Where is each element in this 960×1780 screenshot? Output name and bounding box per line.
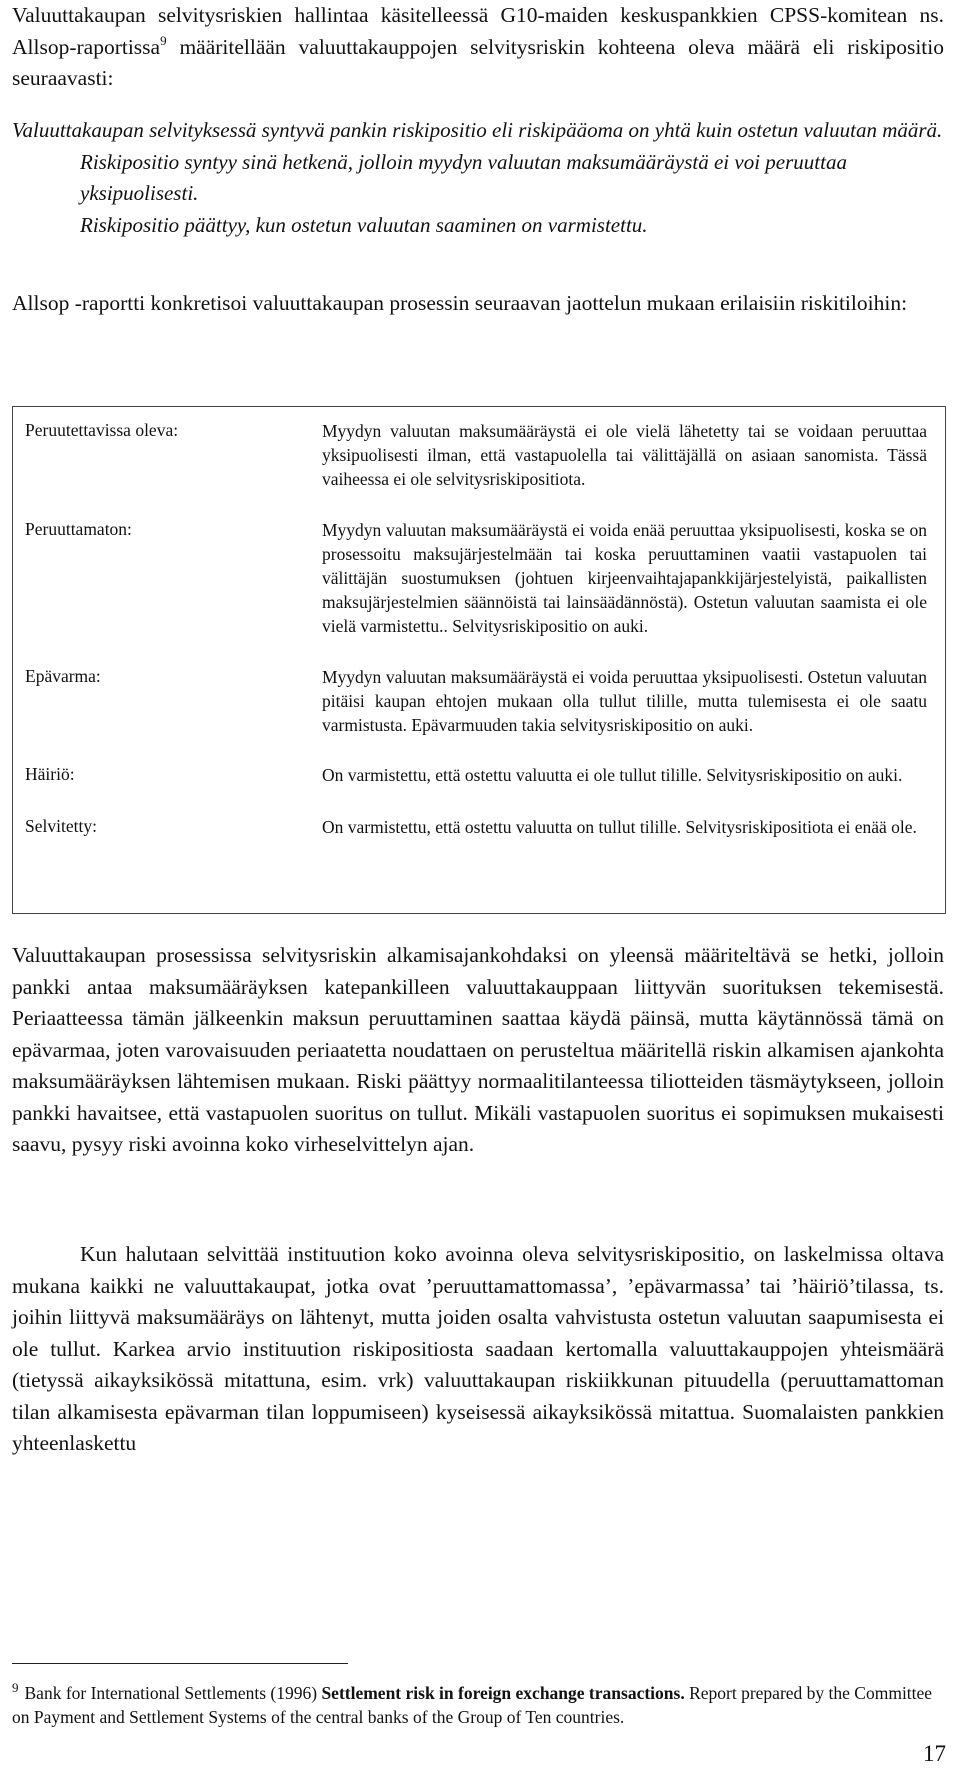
- riskposition-definition: [12, 115, 944, 241]
- footnote-text-end: Report prepared by the Committee on Payment and Settlement Systems of the central banks of the Group of Ten countries.: [12, 1683, 933, 1727]
- intro-text-start: Valuuttakaupan selvitysriskien hallintaa käsitelleessä G10-maiden keskuspankkien CPSS-komitean ns. Allsop-raportissa: [12, 3, 944, 59]
- footnote-reference: 9: [160, 32, 167, 48]
- risk-state-term: Peruutettavissa oleva:: [25, 420, 179, 440]
- risk-state-description: Myydyn valuutan maksumääräystä ei voida peruuttaa yksipuolisesti. Ostetun valuutan pitäisi kaupan ehtojen mukaan olla tullut tilille, mutta tulemisesta ei ole saatu varmistusta. Epävarmuuden takia selvitysriskipositio on auki.: [322, 667, 927, 735]
- page-number: 17: [923, 1741, 946, 1766]
- risk-state-description: Myydyn valuutan maksumääräystä ei voida enää peruuttaa yksipuolisesti, koska se on prosessoitu maksujärjestelmään tai koska peruuttaminen vaatii vastapuolen tai välittäjän suostumuksen (johtuen kirjeenvaihtajapankkijärjestelyistä, paikallisten maksujärjestelmien säännöistä tai lainsäädännöstä). Ostetun valuutan saamista ei ole vielä varmistettu.. Selvitysriskipositio on auki.: [322, 520, 927, 636]
- body-paragraph-1: Valuuttakaupan prosessissa selvitysriskin alkamisajankohdaksi on yleensä määriteltävä se hetki, jolloin pankki antaa maksumääräyksen katepankilleen valuuttakauppaan liittyvän suorituksen tekemisestä. Periaatteessa tämän jälkeenkin maksun peruuttaminen saattaa käydä päinsä, mutta käytännössä tämä on epävarmaa, joten varovaisuuden periaatetta noudattaen on perusteltua määritellä riskin alkamisen ajankohta maksumääräyksen lähtemisen mukaan. Riski päättyy normaalitilanteessa tiliotteiden täsmäytykseen, jolloin pankki havaitsee, että vastapuolen suoritus on tullut. Mikäli vastapuolen suoritus ei sopimuksen mukaisesti saavu, pysyy riski avoinna koko virheselvittelyn ajan.: [12, 943, 944, 1156]
- risk-state-description: Myydyn valuutan maksumääräystä ei ole vielä lähetetty tai se voidaan peruuttaa yksipuolisesti ilman, että vastapuolella tai välittäjällä on asiaan sanomista. Tässä vaiheessa ei ole selvitysriskipositiota.: [322, 421, 927, 489]
- definition-line-3: Riskipositio päättyy, kun ostetun valuutan saaminen on varmistettu.: [80, 212, 648, 237]
- footnote-number: 9: [12, 1680, 19, 1695]
- definition-line-1: Valuuttakaupan selvityksessä syntyvä pankin riskipositio eli riskipääoma on yhtä kuin ostetun valuutan määrä.: [12, 118, 943, 142]
- footnote-text-start: Bank for International Settlements (1996): [24, 1683, 322, 1703]
- risk-state-term: Häiriö:: [25, 764, 75, 784]
- risk-state-term: Epävarma:: [25, 666, 101, 686]
- footnote: [12, 1681, 944, 1729]
- definition-line-2: Riskipositio syntyy sinä hetkenä, jolloin myydyn valuutan maksumääräystä ei voi peruuttaa yksipuolisesti.: [80, 149, 847, 205]
- allsop-paragraph: Allsop -raportti konkretisoi valuuttakaupan prosessin seuraavan jaottelun mukaan erilaisiin riskitiloihin:: [12, 291, 908, 315]
- risk-state-description: On varmistettu, että ostettu valuutta on tullut tilille. Selvitysriskipositiota ei enää ole.: [322, 817, 917, 837]
- risk-state-description: On varmistettu, että ostettu valuutta ei ole tullut tilille. Selvitysriskipositio on auki.: [322, 765, 903, 785]
- intro-text-end: määritellään valuuttakauppojen selvitysriskin kohteena oleva määrä eli riskipositio seuraavasti:: [12, 34, 944, 90]
- risk-states-table: [12, 406, 946, 914]
- risk-state-term: Selvitetty:: [25, 816, 97, 836]
- footnote-separator: [12, 1663, 348, 1664]
- risk-state-term: Peruuttamaton:: [25, 519, 132, 539]
- footnote-title: Settlement risk in foreign exchange transactions.: [321, 1683, 685, 1703]
- intro-paragraph: [12, 0, 944, 95]
- body-paragraph-2: Kun halutaan selvittää instituution koko avoinna oleva selvitysriskipositio, on laskelmissa oltava mukana kaikki ne valuuttakaupat, jotka ovat ’peruuttamattomassa’, ’epävarmassa’ tai ’häiriö’tilassa, ts. joihin liittyvä maksumääräys on lähtenyt, mutta joiden osalta vahvistusta ostetun valuutan saapumisesta ei ole tullut. Karkea arvio instituution riskipositiosta saadaan kertomalla valuuttakauppojen yhteismäärä (tietyssä aikayksikössä mitattuna, esim. vrk) valuuttakaupan riskiikkunan pituudella (peruuttamattoman tilan alkamisesta epävarman tilan loppumiseen) kyseisessä aikayksikössä mitattua. Suomalaisten pankkien yhteenlaskettu: [12, 1242, 944, 1455]
